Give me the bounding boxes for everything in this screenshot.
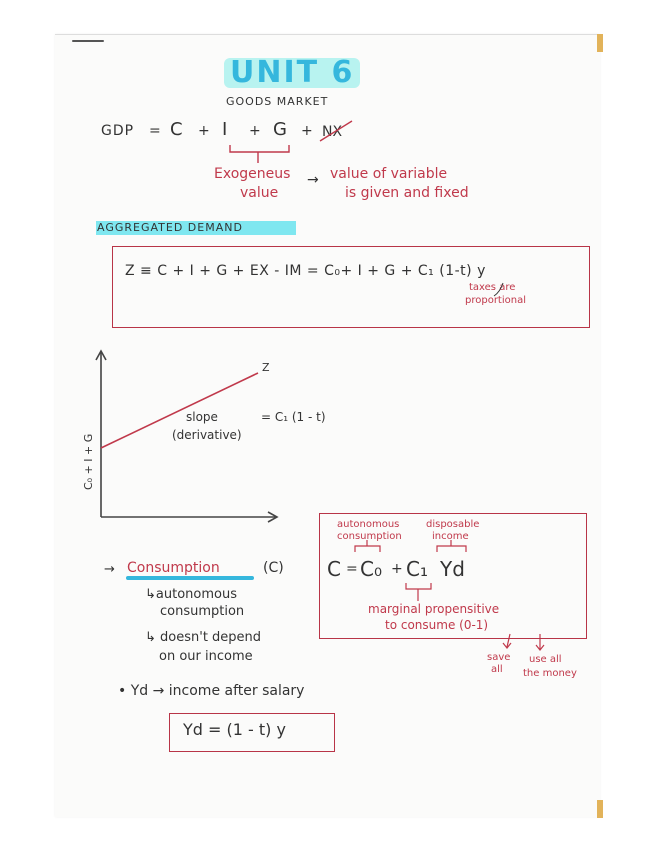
- graph-y-axis-label: C₀ + I + G: [82, 433, 95, 490]
- consumption-arrow: →: [104, 562, 115, 577]
- page-title: UNIT 6: [224, 58, 360, 88]
- gdp-plus-3: +: [301, 123, 313, 139]
- exogenous-desc-line2: is given and fixed: [345, 185, 469, 201]
- gdp-nx: NX: [322, 124, 343, 140]
- yd-formula: Yd = (1 - t) y: [183, 720, 286, 739]
- cons-eq-eq: =: [346, 561, 358, 577]
- gdp-i: I: [222, 119, 228, 140]
- use-all-line2: the money: [523, 668, 577, 679]
- page-subtitle: GOODS MARKET: [226, 95, 329, 108]
- consumption-suffix: (C): [263, 560, 284, 576]
- save-all-line1: save: [487, 652, 511, 663]
- cons-eq-c0: C₀: [360, 557, 382, 581]
- disposable-label-line1: disposable: [426, 519, 480, 530]
- gdp-lhs: GDP: [101, 123, 135, 139]
- z-equation: Z ≡ C + I + G + EX - IM = C₀+ I + G + C₁ (1-t) y: [125, 263, 486, 279]
- graph-derivative-label: (derivative): [172, 428, 242, 442]
- cons-eq-plus: +: [391, 561, 403, 577]
- gdp-plus-2: +: [249, 123, 261, 139]
- consumption-note-1-line2: consumption: [160, 604, 245, 619]
- gdp-c: C: [170, 119, 183, 140]
- cons-eq-c1: C₁: [406, 557, 428, 581]
- gdp-eq: =: [149, 123, 161, 139]
- exogenous-arrow: →: [307, 172, 319, 188]
- save-all-line2: all: [491, 664, 503, 675]
- autonomous-label-line2: consumption: [337, 531, 402, 542]
- consumption-underline: [126, 576, 254, 580]
- taxes-note-line1: taxes are: [469, 282, 516, 293]
- yd-note: • Yd → income after salary: [118, 683, 305, 699]
- mpc-line1: marginal propensitive: [368, 602, 500, 616]
- consumption-heading: Consumption: [127, 560, 220, 576]
- mpc-line2: to consume (0-1): [385, 618, 489, 632]
- use-all-line1: use all: [529, 654, 562, 665]
- exogenous-label-value: value: [240, 185, 279, 201]
- graph-slope-label: slope: [186, 410, 218, 424]
- aggregated-demand-heading: AGGREGATED DEMAND: [97, 221, 243, 234]
- graph-z-label: Z: [262, 361, 270, 374]
- autonomous-label-line1: autonomous: [337, 519, 400, 530]
- cons-eq-c: C: [327, 557, 341, 581]
- disposable-label-line2: income: [432, 531, 469, 542]
- consumption-note-1-line1: ↳autonomous: [145, 587, 237, 602]
- taxes-note-line2: proportional: [465, 295, 526, 306]
- consumption-note-2-line1: ↳ doesn't depend: [145, 630, 262, 645]
- exogenous-desc-line1: value of variable: [330, 166, 448, 182]
- graph-slope-value: = C₁ (1 - t): [261, 410, 326, 424]
- gdp-plus-1: +: [198, 123, 210, 139]
- exogenous-label: Exogeneus: [214, 166, 291, 182]
- consumption-note-2-line2: on our income: [159, 649, 253, 664]
- gdp-g: G: [273, 119, 287, 140]
- cons-eq-yd: Yd: [440, 557, 465, 581]
